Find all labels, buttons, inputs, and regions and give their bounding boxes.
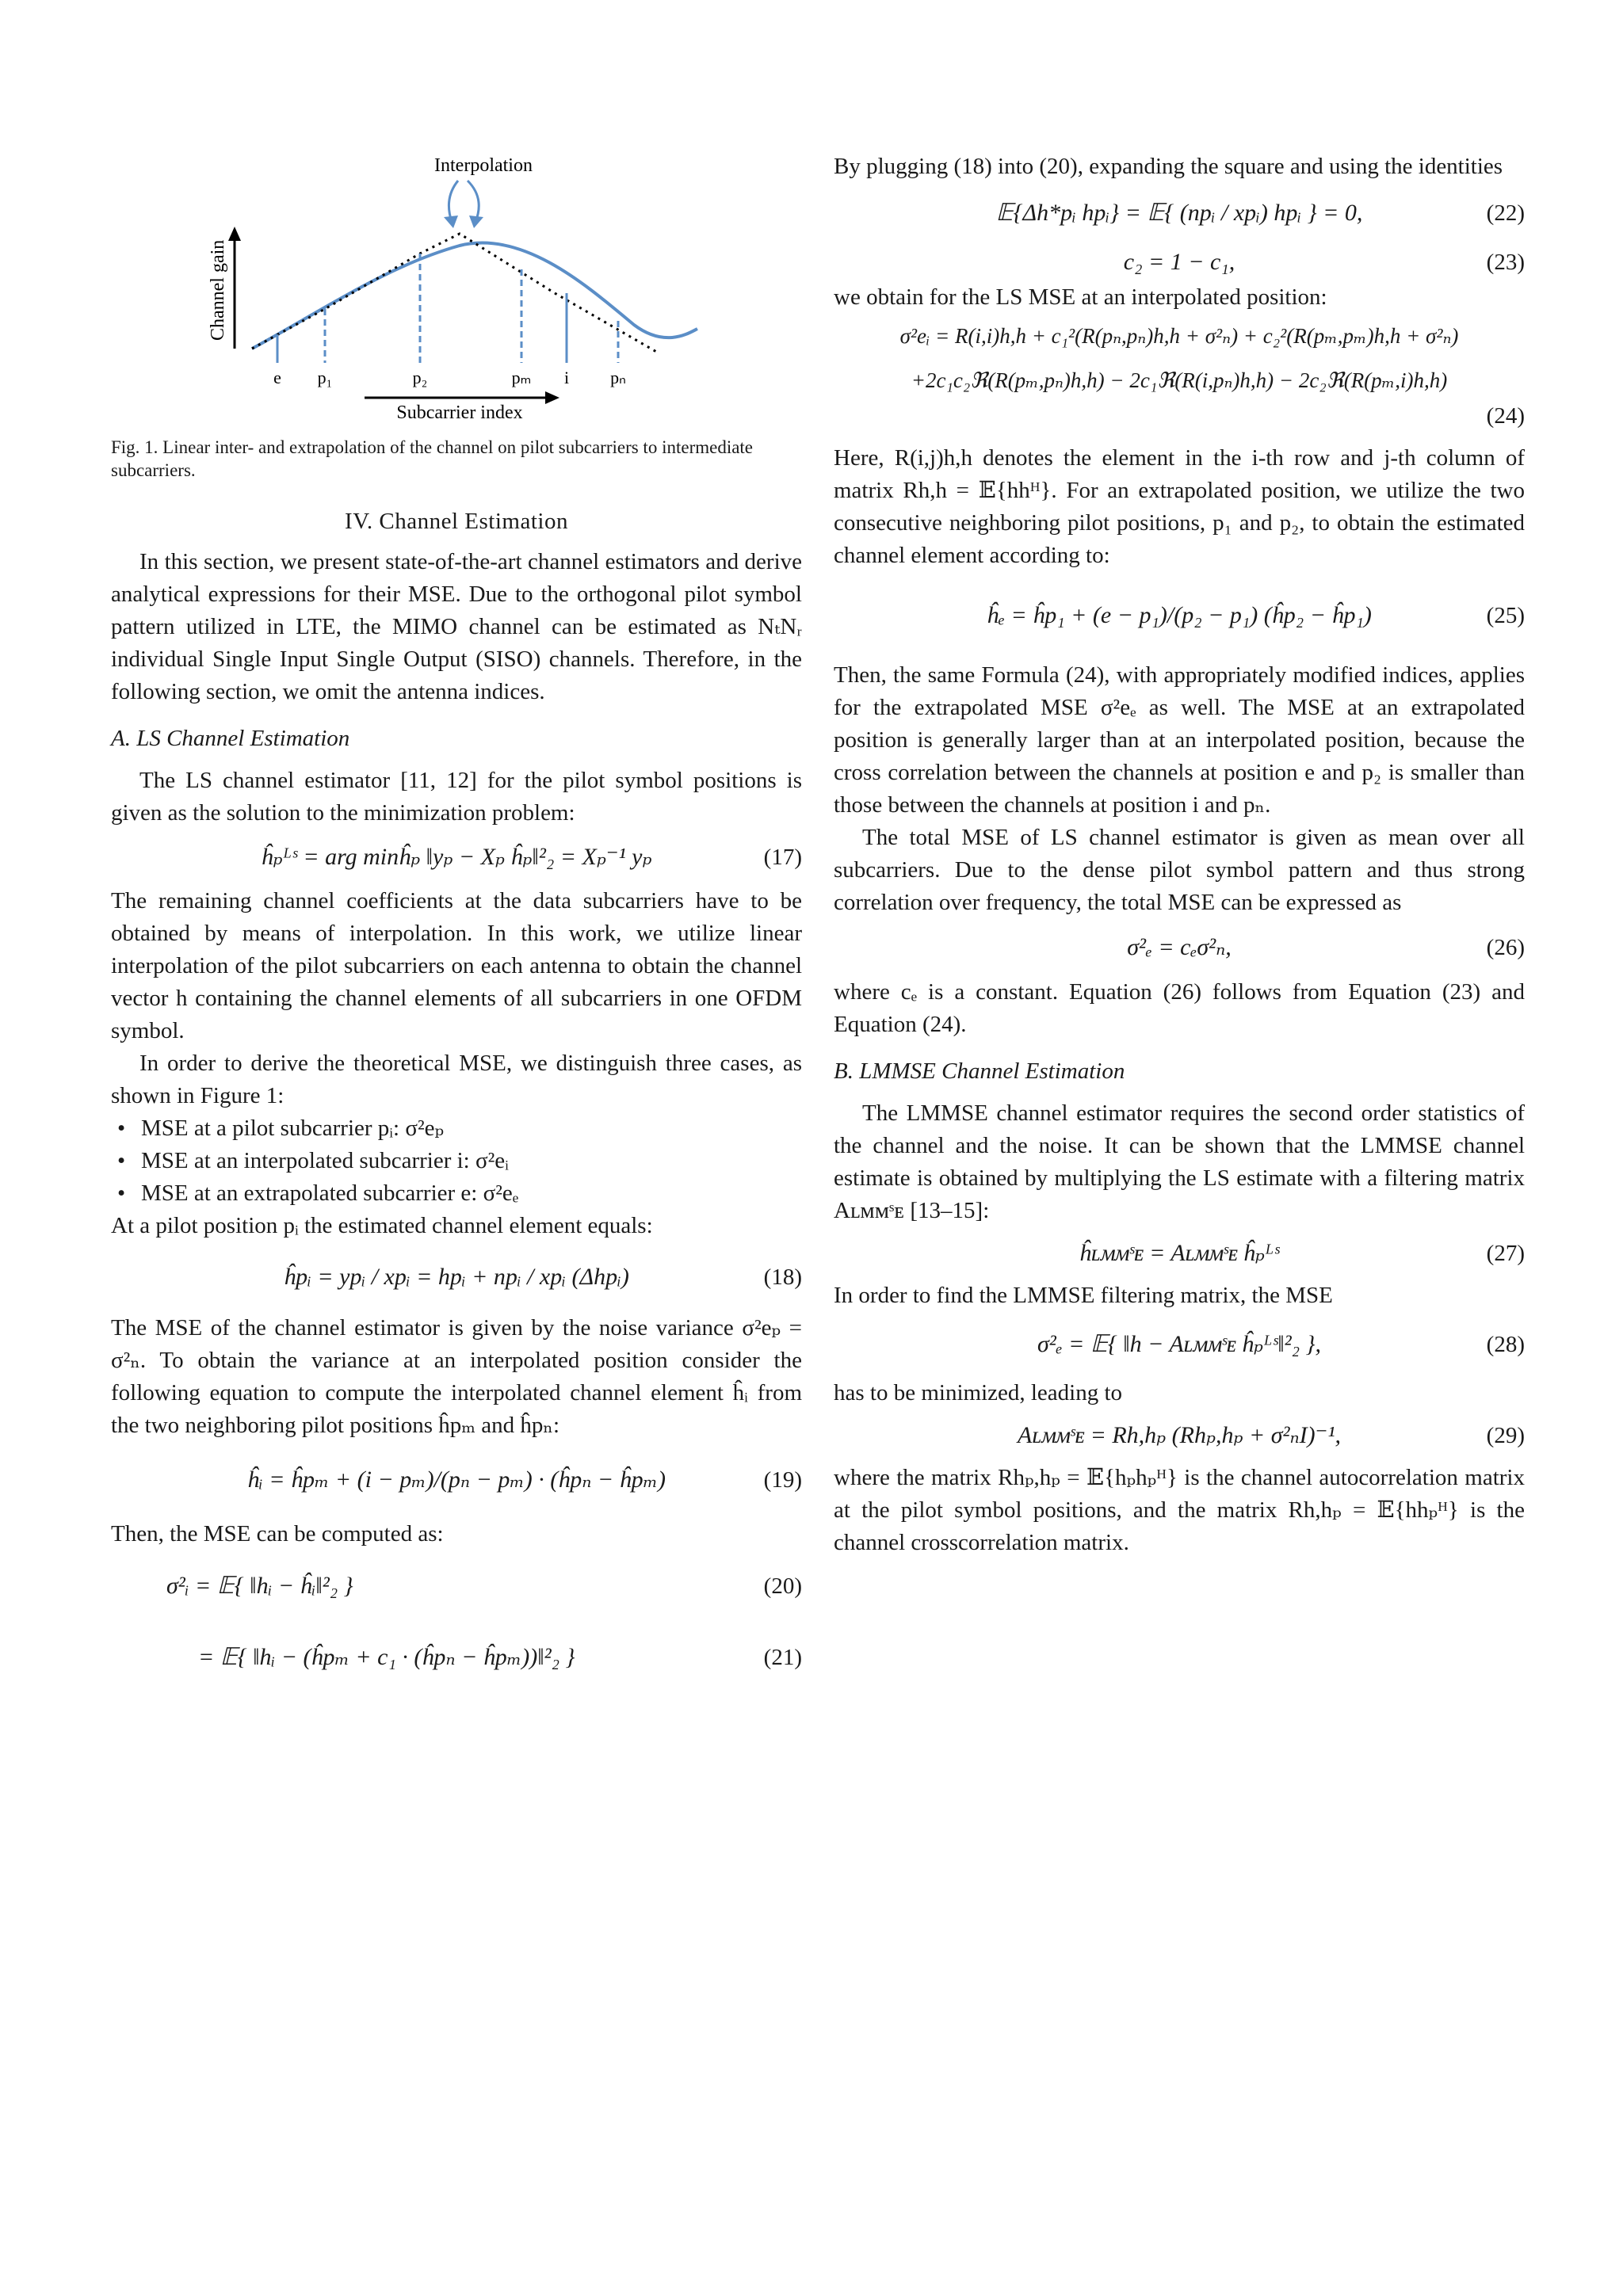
equation-21 [111,1622,802,1693]
x-axis-label: Subcarrier index [396,402,523,420]
equation-18 [111,1242,802,1312]
tick-pn: pₙ [610,368,626,387]
equation-number: (21) [763,1645,802,1670]
equation-body: σ²ₑ = 𝔼{ ‖h − Aʟᴍᴍˢᴇ ĥₚᴸˢ‖²₂ }, [1037,1331,1322,1357]
equation-number: (20) [763,1573,802,1599]
equation-body: ĥᵢ = ĥpₘ + (i − pₘ)/(pₙ − pₘ) · (ĥpₙ − ĥpₘ) [247,1466,666,1493]
equation-body: σ²eᵢ = R(i,i)h,h + c₁²(R(pₙ,pₙ)h,h + σ²ₙ) + c₂²(R(pₘ,pₘ)h,h + σ²ₙ) [899,324,1459,348]
figure-1 [111,151,802,436]
paragraph: Here, R(i,j)h,h denotes the element in the i-th row and j-th column of matrix Rh,h = 𝔼{hhᴴ}. For an extrapolated position, we utilize the two consecutive neighboring pilot positions, p₁ and p₂, to obtain the estimated channel element according to: [834,445,1525,568]
equation-24-line-2 [834,358,1525,402]
equation-number: (19) [763,1467,802,1493]
tick-p1: p₁ [317,368,333,387]
right-column [834,151,1525,1559]
section-intro: In this section, we present state-of-the-art channel estimators and derive analytical expressions for their MSE. Due to the orthogonal pilot symbol pattern utilized in LTE, the MIMO channel can be estimated as NₜNᵣ individual Single Input Single Output (SISO) channels. Therefore, in the following section, we omit the antenna indices. [111,549,802,704]
figure-1-plot [206,151,729,420]
equation-body: +2c₁c₂ℜ(R(pₘ,pₙ)h,h) − 2c₁ℜ(R(i,pₙ)h,h) − 2c₂ℜ(R(pₘ,i)h,h) [911,368,1448,392]
equation-17 [111,830,802,885]
paragraph: Then, the MSE can be computed as: [111,1521,444,1547]
equation-23 [834,243,1525,281]
list-item: • MSE at an extrapolated subcarrier e: σ²eₑ [141,1177,802,1210]
equation-29 [834,1409,1525,1462]
arrowhead-right [469,215,483,228]
left-column [111,151,802,1693]
paragraph: In order to find the LMMSE filtering matrix, the MSE [834,1283,1333,1308]
equation-number: (17) [763,845,802,870]
equation-body: ĥʟᴍᴍˢᴇ = Aʟᴍᴍˢᴇ ĥₚᴸˢ [1079,1240,1280,1266]
x-axis-arrow [545,391,559,404]
paragraph: we obtain for the LS MSE at an interpolated position: [834,284,1327,310]
y-axis-arrow [228,227,241,241]
tick-p2: p₂ [412,368,428,387]
list-item: • MSE at an interpolated subcarrier i: σ²eᵢ [141,1145,802,1177]
paragraph: where cₑ is a constant. Equation (26) follows from Equation (23) and Equation (24). [834,979,1525,1037]
equation-25 [834,572,1525,659]
equation-number: (26) [1486,935,1525,960]
equation-22 [834,183,1525,243]
equation-27 [834,1227,1525,1280]
tick-pm: pₘ [511,368,532,387]
equation-body: Aʟᴍᴍˢᴇ = Rh,hₚ (Rhₚ,hₚ + σ²ₙI)⁻¹, [1018,1422,1341,1448]
paragraph: Then, the same Formula (24), with appropriately modified indices, applies for the extrapolated MSE σ²eₑ as well. The MSE at an extrapolated position is generally larger than at an interpolated position, because the cross correlation between the channels at position e and p₂ is smaller than those between the channels at position i and pₙ. [834,662,1525,818]
equation-number: (22) [1486,200,1525,226]
list-item: • MSE at a pilot subcarrier pᵢ: σ²eₚ [141,1112,802,1145]
equation-number: (18) [763,1264,802,1290]
equation-body: ĥₚᴸˢ = arg minĥₚ ‖yₚ − Xₚ ĥₚ‖²₂ = Xₚ⁻¹ yₚ [261,844,652,870]
paragraph: In order to derive the theoretical MSE, we distinguish three cases, as shown in Figure 1: [111,1051,802,1108]
equation-number: (25) [1486,603,1525,628]
equation-number: (23) [1486,250,1525,275]
arrowhead-left [444,215,458,228]
tick-e: e [273,368,281,387]
equation-24-line-1 [834,314,1525,358]
figure-caption: Fig. 1. Linear inter- and extrapolation of the channel on pilot subcarriers to intermediate subcarriers. [111,437,754,480]
equation-body: = 𝔼{ ‖hᵢ − (ĥpₘ + c₁ · (ĥpₙ − ĥpₘ))‖²₂ } [198,1644,575,1670]
paragraph: The total MSE of LS channel estimator is given as mean over all subcarriers. Due to the dense pilot symbol pattern and thus strong correlation over frequency, the total MSE can be expressed as [834,825,1525,915]
equation-body: 𝔼{Δh*pᵢ hpᵢ} = 𝔼{ (npᵢ / xpᵢ) hpᵢ } = 0, [995,200,1363,226]
paragraph: At a pilot position pᵢ the estimated channel element equals: [111,1213,653,1238]
channel-curve [252,242,697,349]
subsection-a-title: A. LS Channel Estimation [111,726,350,751]
equation-20 [111,1550,802,1622]
equation-body: c₂ = 1 − c₁, [1123,249,1235,275]
paragraph: The LMMSE channel estimator requires the second order statistics of the channel and the noise. It can be shown that the LMMSE channel estimate is obtained by multiplying the LS estimate with a filtering matrix Aʟᴍᴍˢᴇ [13–15]: [834,1100,1525,1223]
paragraph: The remaining channel coefficients at the data subcarriers have to be obtained by means of interpolation. In this work, we utilize linear interpolation of the pilot subcarriers on each antenna to obtain the channel vector h containing the channel elements of all subcarriers in one OFDM symbol. [111,888,802,1043]
equation-number: (29) [1486,1423,1525,1448]
tick-i: i [563,368,570,387]
equation-26 [834,919,1525,976]
paragraph: where the matrix Rhₚ,hₚ = 𝔼{hₚhₚᴴ} is the channel autocorrelation matrix at the pilot symbol positions, and the matrix Rh,hₚ = 𝔼{hhₚᴴ} is the channel crosscorrelation matrix. [834,1465,1525,1555]
equation-number: (28) [1486,1332,1525,1357]
equation-body: ĥpᵢ = ypᵢ / xpᵢ = hpᵢ + npᵢ / xpᵢ (Δhpᵢ) [284,1264,629,1290]
equation-24-number-row [834,402,1525,429]
paragraph: has to be minimized, leading to [834,1380,1123,1405]
interp-label: Interpolation [434,155,533,176]
paragraph: By plugging (18) into (20), expanding the square and using the identities [834,154,1503,179]
paragraph: The MSE of the channel estimator is given by the noise variance σ²eₚ = σ²ₙ. To obtain the variance at an interpolated position consider the following equation to compute the interpolated channel element ĥᵢ from the two neighboring pilot positions ĥpₘ and ĥpₙ: [111,1315,802,1438]
section-title: IV. Channel Estimation [345,509,568,534]
equation-body: ĥₑ = ĥp₁ + (e − p₁)/(p₂ − p₁) (ĥp₂ − ĥp₁) [987,602,1372,628]
equation-number: (24) [1486,403,1525,429]
equation-number: (27) [1486,1241,1525,1266]
equation-body: σ²ᵢ = 𝔼{ ‖hᵢ − ĥᵢ‖²₂ } [166,1573,353,1599]
subsection-b-title: B. LMMSE Channel Estimation [834,1058,1125,1084]
equation-body: σ²ₑ = cₑσ²ₙ, [1127,934,1232,960]
equation-28 [834,1312,1525,1377]
paragraph: The LS channel estimator [11, 12] for the pilot symbol positions is given as the solution to the minimization problem: [111,768,802,826]
y-axis-label: Channel gain [208,239,228,341]
equation-19 [111,1442,802,1518]
mse-cases-list [111,1112,802,1210]
